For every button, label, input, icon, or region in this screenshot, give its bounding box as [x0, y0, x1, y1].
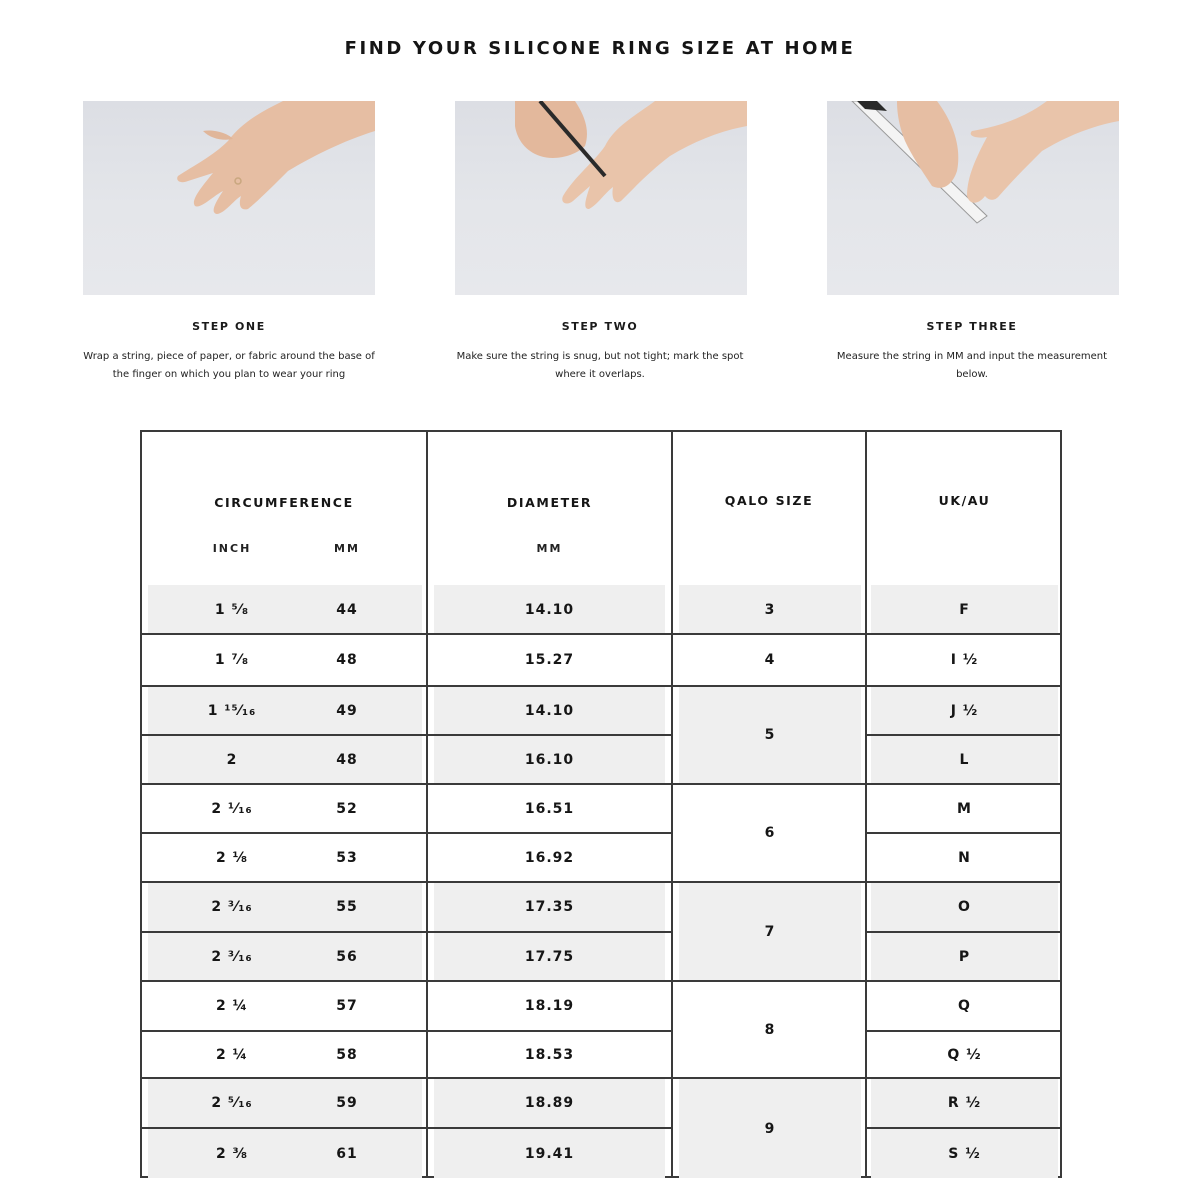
row-divider: [671, 633, 867, 635]
inch-cell: 1 ¹⁵⁄₁₆: [207, 702, 257, 719]
uk-au-cell: O: [871, 883, 1058, 931]
qalo-size-cell: 7: [679, 883, 861, 980]
diameter-cell: 17.75: [434, 933, 665, 980]
step-two-photo: [455, 101, 747, 295]
row-divider: [865, 1077, 1062, 1079]
diameter-cell: 16.51: [524, 800, 575, 817]
step-three-description: Measure the string in MM and input the measurement below.: [836, 351, 1108, 380]
uk-au-cell: P: [871, 933, 1058, 980]
header-inch: INCH: [212, 542, 252, 555]
column-divider: [671, 432, 673, 1176]
inch-cell: 2 ¼: [215, 998, 249, 1014]
row-divider: [142, 832, 673, 834]
qalo-size-cell: 8: [764, 1021, 776, 1038]
uk-au-cell: L: [871, 736, 1058, 783]
row-divider: [865, 734, 1062, 736]
step-one-description: Wrap a string, piece of paper, or fabric around the base of the finger on which you plan to wear your ring: [83, 351, 375, 380]
hands-marking-string-illustration: [455, 101, 747, 295]
row-divider: [671, 980, 867, 982]
row-divider: [865, 783, 1062, 785]
diameter-cell: 16.92: [524, 849, 575, 866]
row-divider: [142, 931, 673, 933]
step-three-label: STEP THREE: [926, 320, 1018, 333]
row-divider: [865, 1030, 1062, 1032]
inch-cell: 2 ³⁄₁₆: [211, 948, 253, 965]
circumference-mm-cell: 48: [336, 751, 358, 768]
qalo-size-cell: 6: [764, 825, 776, 841]
diameter-cell: 14.10: [434, 585, 665, 634]
inch-cell: 1 ⁷⁄₈: [214, 652, 250, 668]
circumference-mm-cell: 53: [336, 849, 358, 866]
uk-au-cell: Q ½: [947, 1046, 982, 1063]
uk-au-cell: J ½: [871, 687, 1058, 734]
row-divider: [671, 881, 867, 883]
qalo-size-cell: 3: [679, 585, 861, 634]
row-divider: [142, 685, 673, 687]
circumference-mm-cell: 55: [336, 899, 358, 915]
circumference-mm-cell: 57: [336, 998, 358, 1014]
circumference-mm-cell: 61: [336, 1145, 358, 1162]
qalo-size-cell: 5: [679, 687, 861, 783]
hand-with-ring-illustration: [83, 101, 375, 295]
row-divider: [671, 685, 867, 687]
row-divider: [865, 832, 1062, 834]
circumference-mm-cell: 44: [336, 601, 358, 618]
row-divider: [865, 980, 1062, 982]
circumference-mm-cell: 58: [336, 1046, 358, 1063]
header-circumference-mm: MM: [334, 542, 360, 555]
qalo-size-cell: 9: [679, 1079, 861, 1178]
hands-measuring-ruler-illustration: [827, 101, 1119, 295]
uk-au-cell: I ½: [950, 652, 979, 668]
qalo-size-cell: 4: [764, 652, 776, 668]
header-qalo-size: QALO SIZE: [724, 493, 814, 508]
row-divider: [865, 685, 1062, 687]
step-one-label: STEP ONE: [192, 320, 266, 333]
inch-cell: 1 ⁵⁄₈: [214, 601, 250, 618]
header-circumference: CIRCUMFERENCE: [214, 495, 354, 510]
row-divider: [671, 1077, 867, 1079]
inch-cell: 2 ⁵⁄₁₆: [211, 1095, 253, 1111]
inch-cell: 2 ⅛: [215, 849, 249, 866]
diameter-cell: 16.10: [434, 736, 665, 783]
row-divider: [671, 783, 867, 785]
uk-au-cell: S ½: [871, 1129, 1058, 1178]
step-two-description: Make sure the string is snug, but not tight; mark the spot where it overlaps.: [456, 351, 744, 380]
diameter-cell: 17.35: [434, 883, 665, 931]
row-divider: [142, 1127, 673, 1129]
row-divider: [142, 881, 673, 883]
inch-cell: 2 ¹⁄₁₆: [211, 800, 253, 817]
uk-au-cell: R ½: [871, 1079, 1058, 1127]
row-divider: [142, 1077, 673, 1079]
inch-cell: 2: [226, 751, 238, 768]
header-uk-au: UK/AU: [938, 493, 991, 508]
step-two-label: STEP TWO: [561, 320, 639, 333]
uk-au-cell: Q: [958, 998, 971, 1014]
inch-cell: 2 ¼: [215, 1046, 249, 1063]
step-three-photo: [827, 101, 1119, 295]
diameter-cell: 18.19: [524, 998, 575, 1014]
diameter-cell: 18.89: [434, 1079, 665, 1127]
row-divider: [865, 881, 1062, 883]
row-divider: [142, 980, 673, 982]
row-divider: [142, 783, 673, 785]
header-diameter: DIAMETER: [506, 495, 593, 510]
row-divider: [142, 734, 673, 736]
ring-size-table: [140, 430, 1062, 1178]
uk-au-cell: M: [957, 800, 972, 817]
diameter-cell: 14.10: [434, 687, 665, 734]
diameter-cell: 18.53: [524, 1046, 575, 1063]
circumference-mm-cell: 49: [336, 702, 358, 719]
row-divider: [865, 1127, 1062, 1129]
header-diameter-mm: MM: [536, 542, 563, 555]
row-divider: [865, 633, 1062, 635]
uk-au-cell: F: [871, 585, 1058, 634]
row-divider: [865, 931, 1062, 933]
page-title: FIND YOUR SILICONE RING SIZE AT HOME: [344, 38, 856, 59]
circumference-mm-cell: 52: [336, 800, 358, 817]
circumference-mm-cell: 48: [336, 652, 358, 668]
inch-cell: 2 ⅜: [215, 1145, 249, 1162]
column-divider: [865, 432, 867, 1176]
circumference-mm-cell: 59: [336, 1095, 358, 1111]
circumference-mm-cell: 56: [336, 948, 358, 965]
diameter-cell: 19.41: [434, 1129, 665, 1178]
inch-cell: 2 ³⁄₁₆: [211, 899, 253, 915]
step-one-photo: [83, 101, 375, 295]
row-divider: [142, 1030, 673, 1032]
diameter-cell: 15.27: [524, 652, 575, 668]
row-divider: [142, 633, 673, 635]
uk-au-cell: N: [958, 849, 971, 866]
